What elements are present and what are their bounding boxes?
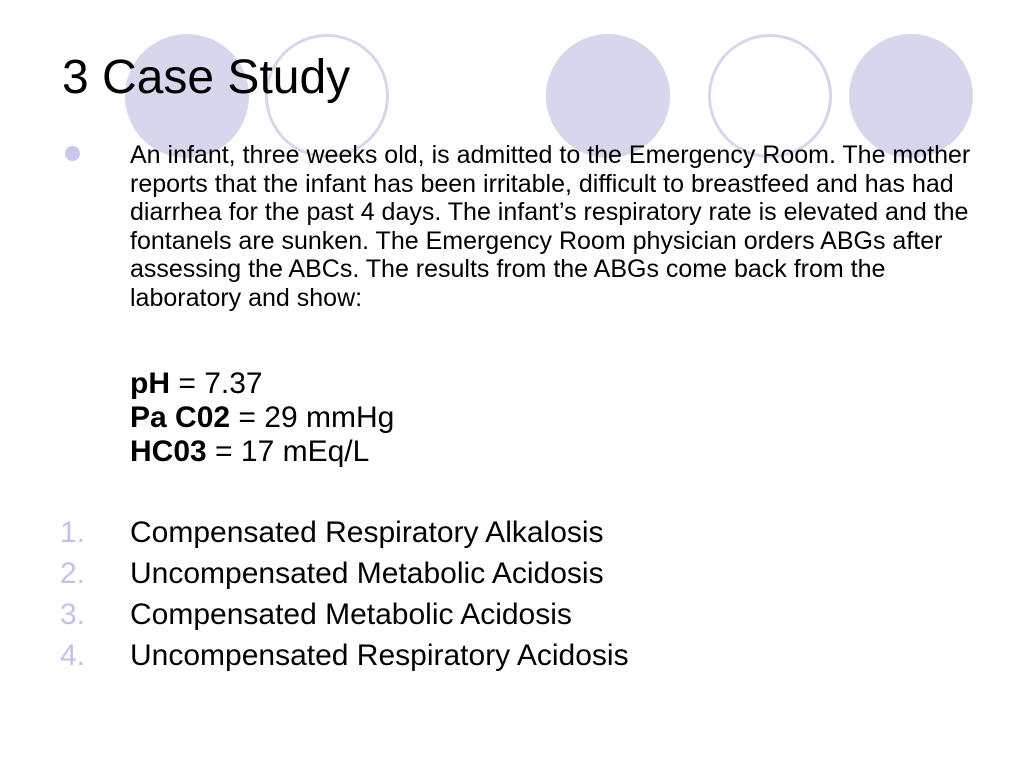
abg-result-ph: [130, 367, 394, 401]
abg-label: HC03: [130, 435, 207, 468]
abg-result-paco2: [130, 401, 394, 435]
answer-option-3: [60, 594, 629, 635]
option-number: 4.: [60, 639, 86, 672]
option-text: Uncompensated Respiratory Acidosis: [130, 639, 629, 672]
abg-value: = 17 mEq/L: [206, 435, 370, 468]
decorative-circle-outline: [708, 34, 832, 158]
option-text: Uncompensated Metabolic Acidosis: [130, 557, 604, 590]
option-text: Compensated Respiratory Alkalosis: [130, 516, 604, 549]
abg-results: [130, 367, 394, 469]
answer-option-4: [60, 635, 629, 676]
option-number: 2.: [60, 557, 86, 590]
answer-options: [60, 512, 629, 676]
bullet-icon: [65, 146, 80, 161]
case-description: An infant, three weeks old, is admitted to the Emergency Room. The mother reports that the infant has been irritable, difficult to breastfeed and has had diarrhea for the past 4 days. The infant’s respiratory rate is elevated and the fontanels are sunken. The Emergency Room physician orders ABGs after assessing the ABCs. The results from the ABGs come back from the laboratory and show:: [130, 141, 971, 312]
abg-value: = 7.37: [170, 367, 263, 400]
slide-title: 3 Case Study: [62, 51, 351, 104]
option-number: 1.: [60, 516, 86, 549]
decorative-circle: [849, 34, 973, 158]
option-number: 3.: [60, 598, 86, 631]
answer-option-1: [60, 512, 629, 553]
abg-label: Pa C02: [130, 401, 231, 434]
abg-label: pH: [130, 367, 170, 400]
decorative-circle: [546, 34, 670, 158]
answer-option-2: [60, 553, 629, 594]
option-text: Compensated Metabolic Acidosis: [130, 598, 572, 631]
abg-value: = 29 mmHg: [230, 401, 395, 434]
abg-result-hco3: [130, 435, 394, 469]
